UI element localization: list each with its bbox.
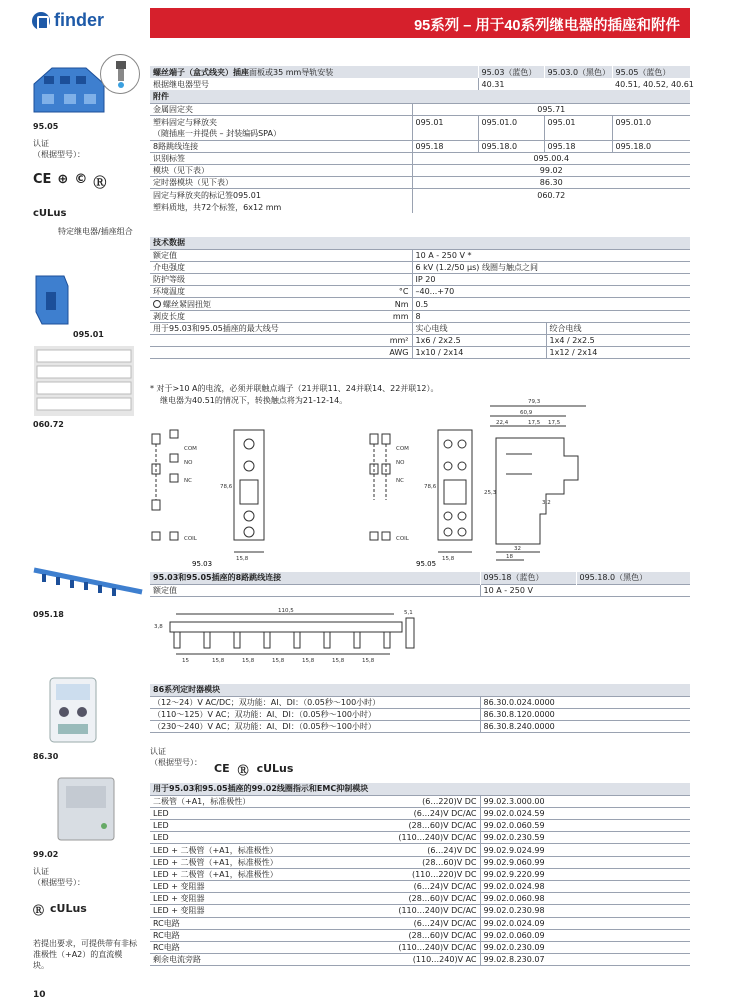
timer-approvals-label: 认证 （根据型号）：: [150, 747, 202, 767]
timer-module-table: [150, 684, 690, 733]
caption-095-18: 095.18: [33, 610, 64, 619]
dimension-label: 22,4: [496, 420, 509, 426]
bus-bar-drawing: [150, 604, 422, 668]
table-header-row: 螺丝端子（盒式线夹）插座面板或35 mm导轨安装 95.03（蓝色） 95.03.0（黑色） 95.05（蓝色）: [150, 66, 690, 78]
module-voltage: (110…240)V AC: [390, 954, 480, 966]
module-code: 99.02.0.230.09: [480, 941, 690, 953]
module-type: LED: [150, 807, 390, 819]
dimension-label: 17,5: [548, 420, 561, 426]
module-voltage: (110…240)V DC/AC: [390, 832, 480, 844]
approval-mark-icon: ⊕: [57, 172, 69, 187]
dimension-label: 15,8: [302, 658, 315, 664]
table-row: 介电强度 6 kV (1.2/50 μs) 线圈与触点之间: [150, 261, 690, 273]
dimension-label: 5,1: [404, 610, 413, 616]
pin-label: COM: [184, 446, 197, 452]
module-voltage: (6…24)V DC/AC: [390, 917, 480, 929]
module-type: 二极管（+A1，标准极性）: [150, 795, 390, 807]
module-voltage: (6…24)V DC: [390, 844, 480, 856]
dimension-label: 3,2: [542, 500, 551, 506]
module-code: 99.02.0.024.59: [480, 807, 690, 819]
dimension-label: 110,5: [278, 608, 294, 614]
table-row: [150, 868, 690, 880]
dimension-label: 78,6: [424, 484, 437, 490]
approval-mark-icon: ©: [74, 172, 88, 187]
dimension-label: 15,8: [236, 556, 249, 562]
dimension-label: 15,8: [272, 658, 285, 664]
table-row: [150, 905, 690, 917]
table-row: [150, 832, 690, 844]
ul-note: 特定继电器/插座组合: [58, 227, 133, 236]
table-row: mm² 1x6 / 2x2.5 1x4 / 2x2.5: [150, 335, 690, 347]
table-row: 额定值 10 A - 250 V: [150, 584, 690, 596]
table-row: 螺丝紧固扭矩 Nm 0.5: [150, 298, 690, 310]
caption-99-02: 99.02: [33, 850, 59, 859]
dimension-label: 15,8: [442, 556, 455, 562]
module-voltage: (28…60)V DC/AC: [390, 893, 480, 905]
pin-label: COIL: [396, 536, 409, 542]
table-row: 模块（见下表） 99.02: [150, 164, 690, 176]
table-row: [150, 941, 690, 953]
emc-module-table: [150, 783, 690, 966]
module-type: LED + 变阻器: [150, 893, 390, 905]
product-86-30-image: [48, 676, 98, 744]
approvals-label-2: 认证 （根据型号）：: [33, 867, 85, 887]
side-view-drawing: [486, 394, 592, 566]
table-row: 塑料质地，共72个标签，6x12 mm: [150, 201, 690, 213]
module-code: 99.02.0.060.09: [480, 929, 690, 941]
finder-logo: finder: [32, 10, 104, 31]
module-type: LED + 二极管（+A1，标准极性）: [150, 844, 390, 856]
product-095-01-image: [34, 272, 70, 328]
pin-label: COIL: [184, 536, 197, 542]
product-060-72-image: [34, 346, 134, 416]
approval-marks: [33, 172, 106, 191]
table-row: 塑料固定与释放夹 095.01 095.01.0 095.01 095.01.0: [150, 116, 690, 128]
section-heading: 技术数据: [150, 237, 690, 249]
module-voltage: (28…60)V DC: [390, 856, 480, 868]
table-row: 根据继电器型号 40.31 40.51, 40.52, 40.61: [153, 79, 694, 89]
product-95-05-image: [30, 62, 108, 118]
ce-mark-icon: CE: [214, 762, 230, 775]
table-row: [150, 820, 690, 832]
table-row: [150, 929, 690, 941]
product-095-18-image: [32, 566, 144, 596]
module-type: LED + 二极管（+A1，标准极性）: [150, 868, 390, 880]
dimension-label: 15,8: [332, 658, 345, 664]
table-row: [150, 856, 690, 868]
footnote-1: * 对于>10 A的电流，必须并联触点端子（21并联11、24并联14、22并联12）。: [150, 384, 439, 393]
dimension-label: 79,3: [528, 399, 541, 405]
table-row: 8路跳线连接 095.18 095.18.0 095.18 095.18.0: [150, 140, 690, 152]
socket-spec-table: [150, 66, 694, 103]
dimension-label: 15: [182, 658, 189, 664]
dimension-label: 18: [506, 554, 513, 560]
module-type: LED: [150, 832, 390, 844]
module-type: RC电路: [150, 941, 390, 953]
approval-mark-icon: Ⓡ: [237, 764, 249, 777]
dimension-label: 15,8: [362, 658, 375, 664]
approval-mark-icon: Ⓡ: [33, 904, 44, 917]
table-row: AWG 1x10 / 2x14 1x12 / 2x14: [150, 347, 690, 359]
module-voltage: (110…240)V DC/AC: [390, 905, 480, 917]
accessories-table: [150, 103, 690, 213]
drawing-label-95-03: 95.03: [192, 560, 213, 568]
bus-bar-table: [150, 572, 690, 597]
dimension-label: 17,5: [528, 420, 541, 426]
product-99-02-image: [56, 776, 116, 842]
module-code: 99.02.0.060.98: [480, 893, 690, 905]
table-row: （230～240）V AC；双功能：AI、DI：（0.05秒～100小时） 86.30.8.240.0000: [150, 721, 690, 733]
approvals-label: 认证 （根据型号）：: [33, 139, 85, 159]
screw-torque-icon: [153, 300, 161, 308]
module-type: RC电路: [150, 929, 390, 941]
module-code: 99.02.8.230.07: [480, 954, 690, 966]
module-code: 99.02.0.024.98: [480, 881, 690, 893]
section-heading: 附件: [150, 90, 690, 102]
table-row: [150, 795, 690, 807]
table-row: 剥皮长度 mm 8: [150, 310, 690, 322]
pin-label: NO: [396, 460, 405, 466]
table-header-row: 用于95.03和95.05插座的99.02线圈指示和EMC抑制模块: [150, 783, 690, 795]
table-row: [150, 917, 690, 929]
module-voltage: (110…220)V DC: [390, 868, 480, 880]
table-header-row: 95.03和95.05插座的8路跳线连接 095.18（蓝色） 095.18.0（黑色）: [150, 572, 690, 584]
dimension-label: 78,6: [220, 484, 233, 490]
table-row: 定时器模块（见下表） 86.30: [150, 177, 690, 189]
module-code: 99.02.0.060.59: [480, 820, 690, 832]
timer-approval-marks: [214, 762, 293, 778]
caption-95-05: 95.05: [33, 122, 59, 131]
module-type: 剩余电流旁路: [150, 954, 390, 966]
module-voltage: (28…60)V DC/AC: [390, 820, 480, 832]
approval-mark-icon: Ⓡ: [93, 176, 107, 191]
table-row: 固定与释放夹的标记签095.01 060.72: [150, 189, 690, 201]
table-row: [150, 844, 690, 856]
pin-label: NC: [184, 478, 192, 484]
table-row: （12～24）V AC/DC；双功能：AI、DI：（0.05秒～100小时） 86.30.0.024.0000: [150, 696, 690, 708]
table-row: 金属固定夹 095.71: [150, 104, 690, 116]
module-type: LED + 二极管（+A1，标准极性）: [150, 856, 390, 868]
module-voltage: (6…24)V DC/AC: [390, 807, 480, 819]
dimension-label: 15,8: [242, 658, 255, 664]
screw-clamp-icon: [100, 54, 140, 94]
table-row: [150, 954, 690, 966]
dimension-label: 32: [514, 546, 521, 552]
pin-label: NC: [396, 478, 404, 484]
module-voltage: (28…60)V DC/AC: [390, 929, 480, 941]
module-type: LED + 变阻器: [150, 881, 390, 893]
table-row: 额定值 10 A - 250 V *: [150, 249, 690, 261]
table-row: 识别标签 095.00.4: [150, 152, 690, 164]
drawing-label-95-05: 95.05: [416, 560, 437, 568]
caption-095-01: 095.01: [73, 330, 104, 339]
wiring-drawing-95-03: [148, 420, 268, 568]
bottom-note: 若提出要求，可提供带有非标准极性（+A2）的直流模块。: [33, 939, 137, 970]
module-voltage: (6…24)V DC/AC: [390, 881, 480, 893]
module-code: 99.02.9.024.99: [480, 844, 690, 856]
dimension-label: 25,3: [484, 490, 497, 496]
dimension-label: 15,8: [212, 658, 225, 664]
table-row: 防护等级 IP 20: [150, 274, 690, 286]
module-code: 99.02.0.024.09: [480, 917, 690, 929]
table-header-row: 86系列定时器模块: [150, 684, 690, 696]
module-code: 99.02.0.230.59: [480, 832, 690, 844]
finder-logo-icon: [32, 12, 50, 30]
ul-mark-icon: cULus: [256, 762, 294, 775]
caption-060-72: 060.72: [33, 420, 64, 429]
table-row: （随插座一并提供 – 封装编码SPA）: [150, 128, 690, 140]
table-row: [150, 881, 690, 893]
footnote-2: 继电器为40.51的情况下，转换触点将为21-12-14。: [160, 396, 348, 405]
dimension-label: 60,9: [520, 410, 533, 416]
table-row: [150, 807, 690, 819]
caption-86-30: 86.30: [33, 752, 59, 761]
ul-mark-icon: cULus: [50, 902, 87, 915]
module-type: LED + 变阻器: [150, 905, 390, 917]
table-row: [150, 893, 690, 905]
page-number: 10: [33, 990, 46, 1000]
pin-label: COM: [396, 446, 409, 452]
dimension-label: 3,8: [154, 624, 163, 630]
module-code: 99.02.3.000.00: [480, 795, 690, 807]
page-title: 95系列 – 用于40系列继电器的插座和附件: [150, 8, 690, 38]
module-type: LED: [150, 820, 390, 832]
module-type: RC电路: [150, 917, 390, 929]
approval-marks-2: [33, 902, 87, 918]
module-code: 99.02.0.230.98: [480, 905, 690, 917]
table-row: 用于95.03和95.05插座的最大线号 实心电线 绞合电线: [150, 322, 690, 334]
table-row: （110～125）V AC；双功能：AI、DI：（0.05秒～100小时） 86.30.8.120.0000: [150, 708, 690, 720]
module-code: 99.02.9.060.99: [480, 856, 690, 868]
module-voltage: (110…240)V DC/AC: [390, 941, 480, 953]
tech-data-table: [150, 237, 690, 359]
pin-label: NO: [184, 460, 193, 466]
module-voltage: (6…220)V DC: [390, 795, 480, 807]
table-row: 环境温度 °C –40...+70: [150, 286, 690, 298]
ul-mark-icon: cULus: [33, 208, 67, 219]
ce-mark-icon: CE: [33, 172, 52, 187]
module-code: 99.02.9.220.99: [480, 868, 690, 880]
wiring-drawing-95-05: [366, 420, 476, 568]
